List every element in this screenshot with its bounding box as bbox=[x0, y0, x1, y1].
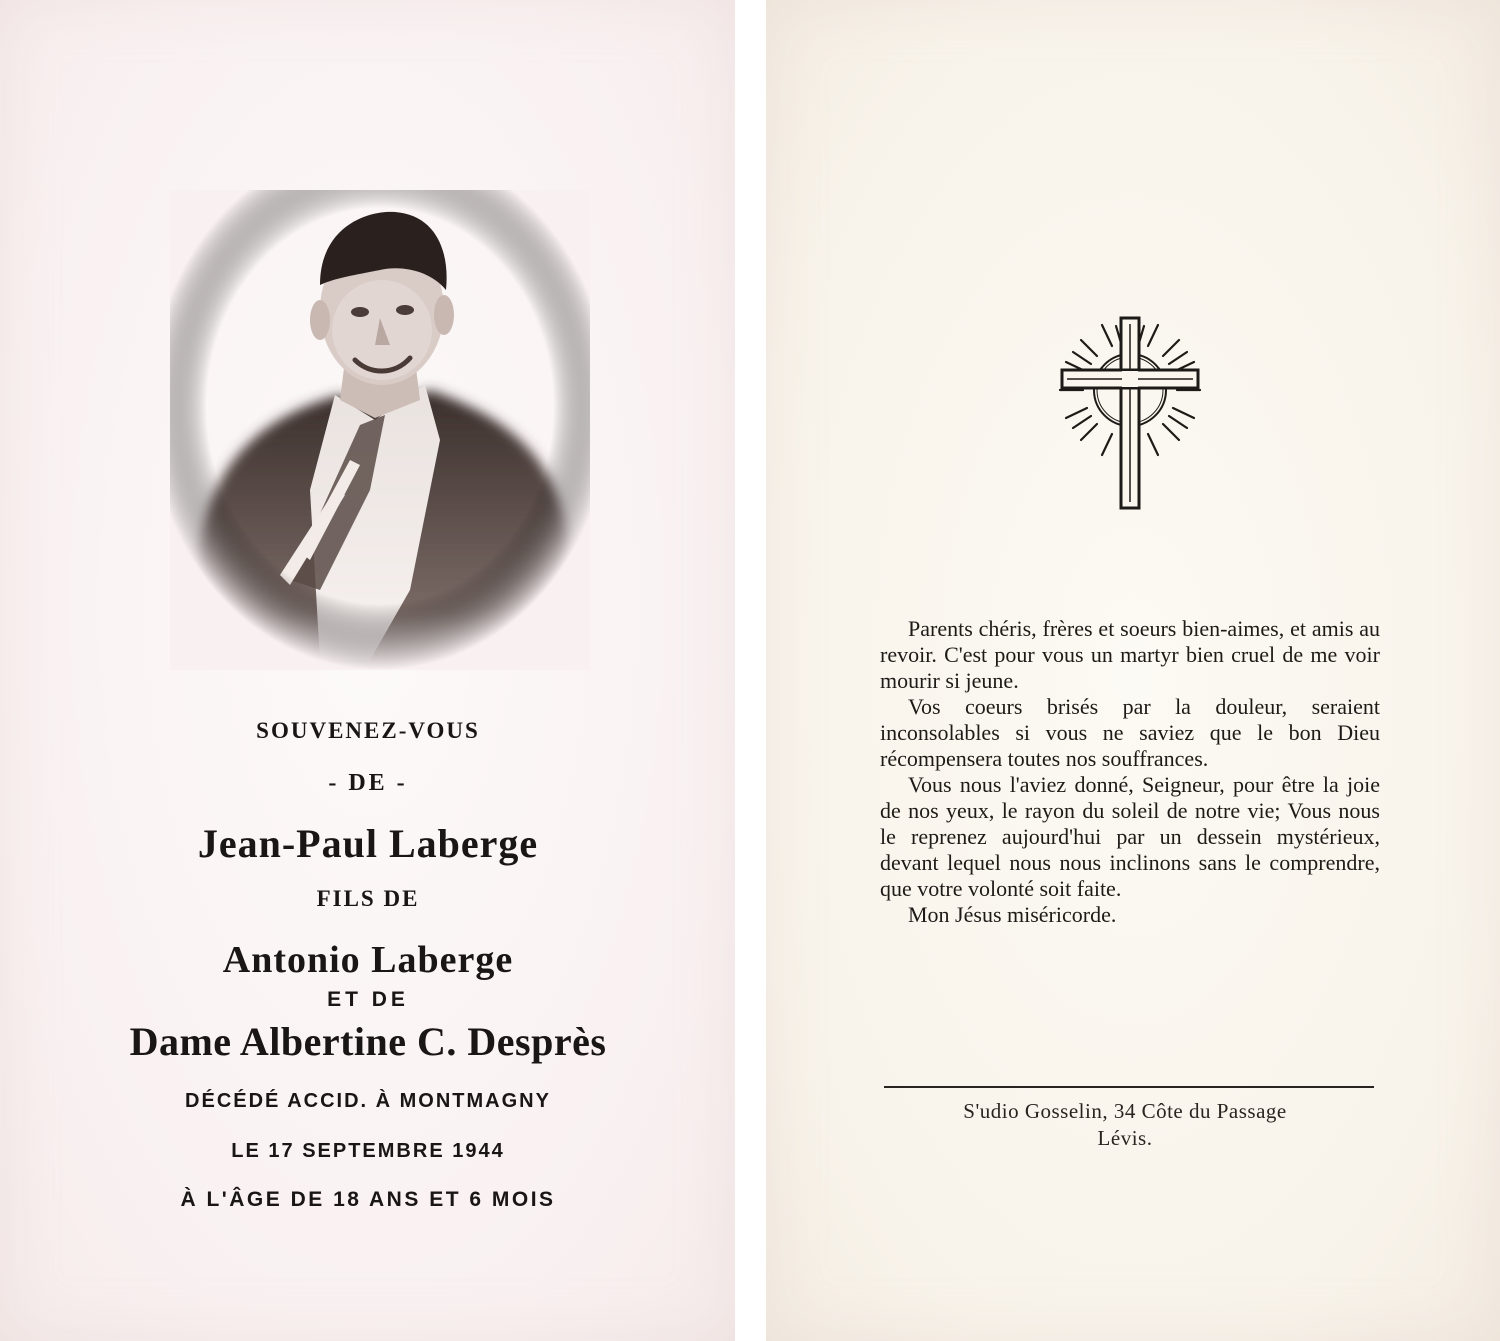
deceased-name: Jean-Paul Laberge bbox=[197, 821, 539, 866]
memorial-poem bbox=[880, 616, 1380, 928]
divider-rule bbox=[884, 1086, 1374, 1088]
fils-de-label: FILS DE bbox=[316, 886, 420, 911]
souvenez-vous-heading: SOUVENEZ-VOUS bbox=[256, 718, 480, 743]
poem-paragraph-1: Parents chéris, frères et soeurs bien-aimes, et amis au revoir. C'est pour vous un martyr bien cruel de me voir mourir si jeune. bbox=[880, 616, 1380, 693]
studio-city: Lévis. bbox=[1097, 1126, 1153, 1150]
front-card bbox=[0, 0, 735, 1341]
death-date: LE 17 SEPTEMBRE 1944 bbox=[231, 1140, 505, 1162]
mother-name: Dame Albertine C. Desprès bbox=[129, 1019, 607, 1064]
studio-imprint bbox=[870, 1098, 1380, 1152]
radiant-cross-icon bbox=[1055, 312, 1205, 512]
death-place: DÉCÉDÉ ACCID. À MONTMAGNY bbox=[185, 1090, 551, 1112]
portrait-photo bbox=[170, 190, 590, 670]
poem-paragraph-2: Vos coeurs brisés par la douleur, seraient inconsolables si vous ne saviez que le bon Dieu récompensera toutes nos souffrances. bbox=[880, 694, 1380, 771]
poem-paragraph-3: Vous nous l'aviez donné, Seigneur, pour être la joie de nos yeux, le rayon du soleil de notre vie; Vous nous le reprenez aujourd'hui par un dessein mystérieux, devant lequel nous nous inclinons sans le comprendre, que votre volonté soit faite. bbox=[880, 772, 1380, 901]
et-de-label: ET DE bbox=[327, 988, 409, 1011]
de-label: - DE - bbox=[328, 770, 408, 796]
studio-address: S'udio Gosselin, 34 Côte du Passage bbox=[963, 1099, 1287, 1123]
age-at-death: À L'ÂGE DE 18 ANS ET 6 MOIS bbox=[180, 1188, 556, 1211]
father-name: Antonio Laberge bbox=[222, 939, 514, 981]
portrait-photo-icon bbox=[170, 190, 590, 670]
poem-paragraph-4: Mon Jésus miséricorde. bbox=[908, 902, 1117, 927]
